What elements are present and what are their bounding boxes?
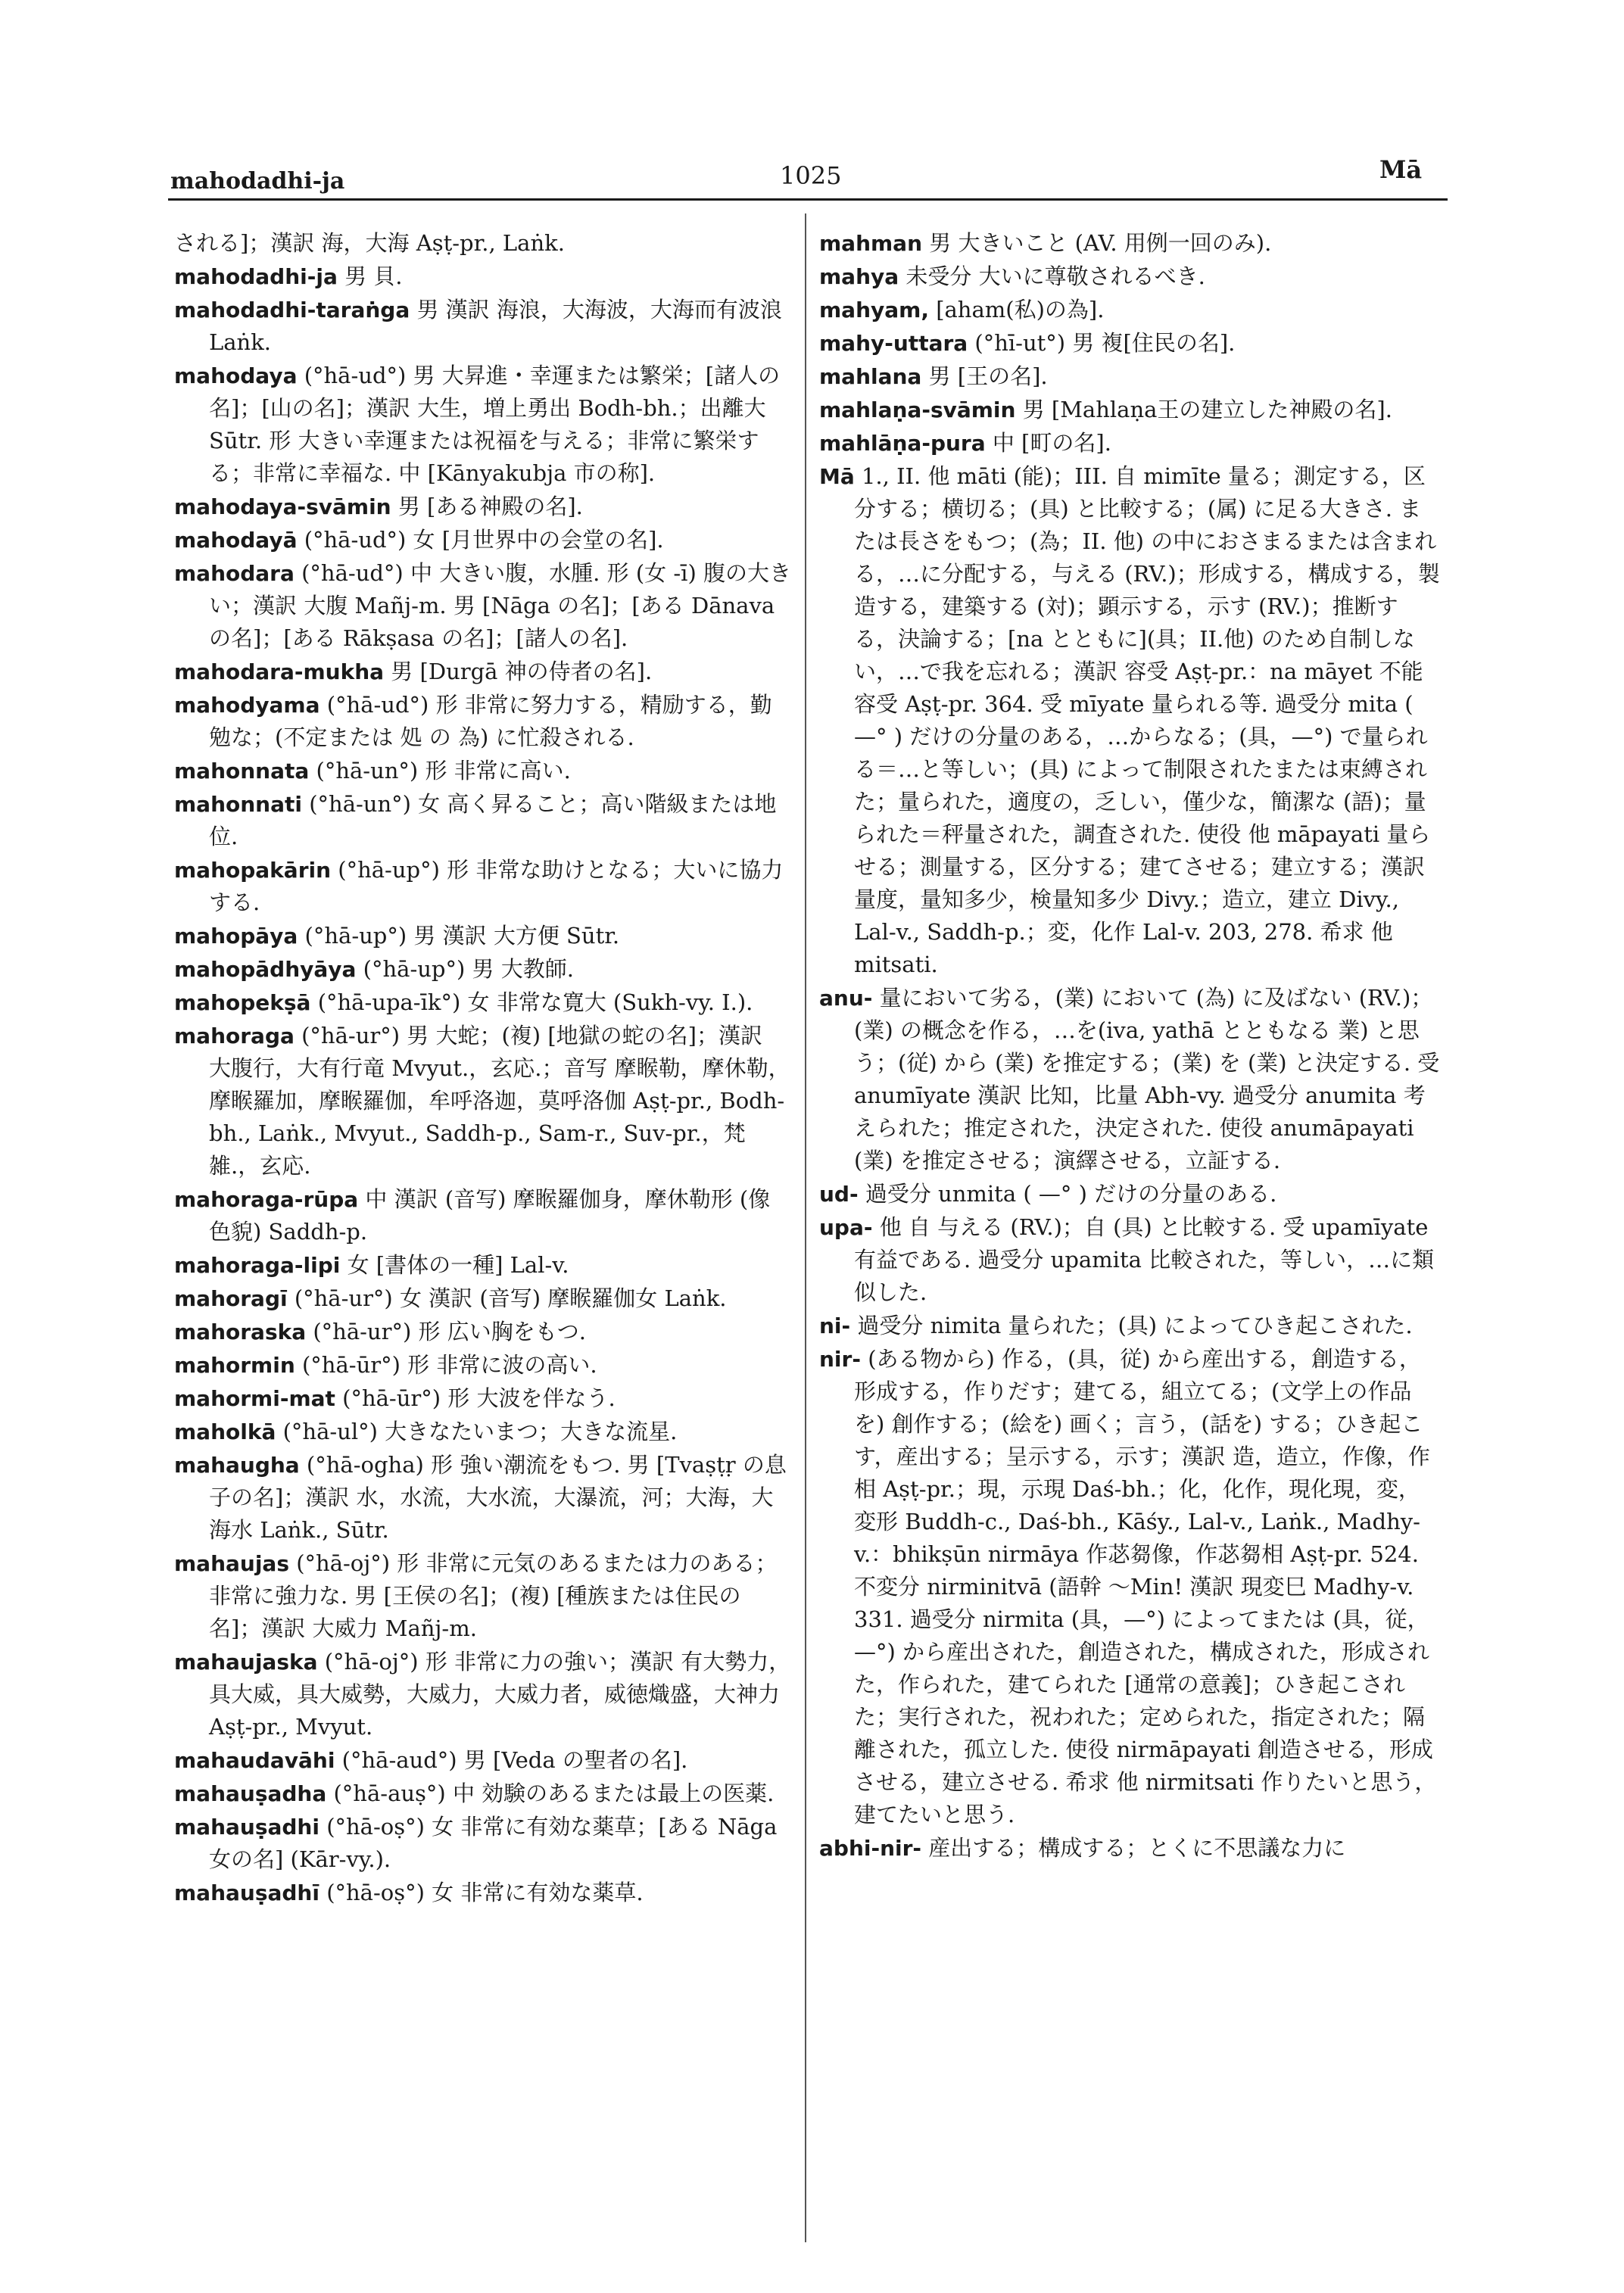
dictionary-entry <box>174 1811 791 1876</box>
entry-definition: 1., II. 他 māti (能)；III. 自 mimīte 量る；測定する，区分する；横切る；(具) と比較する；(属) に足る大きさ. または長さをもつ；(為；II. 他) の中におさまるまたは含まれる，…に分配する，与える (RV.)；形成する，構成する，製造する，建築する (対)；顕示する，示す (RV.)；推断する，決論する；[na とともに](具；II.他) のため自制しない，…で我を忘れる；漢訳 容受 Aṣṭ-pr.：na māyet 不能容受 Aṣṭ-pr. 364. 受 mīyate 量られる等. 過受分 mita ( —° ) だけの分量のある，…からなる；(具，—°) で量られる＝…と等しい；(具) によって制限されたまたは束縛された；量られた，適度の，乏しい，僅少な，簡潔な (語)；量られた＝秤量された，調査された. 使役 他 māpayati 量らせる；測量する，区分する；建てさせる；建立する；漢訳 量度，量知多少，検量知多少 Divy.；造立，建立 Divy., Lal-v., Saddh-p.；変，化作 Lal-v. 203, 278. 希求 他 mitsati. <box>854 463 1440 977</box>
entry-headword: mahaujaska <box>174 1650 318 1675</box>
entry-definition: される]；漢訳 海，大海 Aṣṭ-pr., Laṅk. <box>174 230 565 256</box>
entry-headword: upa- <box>819 1215 873 1240</box>
header-rule <box>168 198 1448 201</box>
entry-definition: (°hā-oj°) 形 非常に元気のあるまたは力のある；非常に強力な. 男 [王侯の名]；(複) [種族または住民の名]；漢訳 大威力 Mañj-m. <box>209 1550 778 1641</box>
running-head-right: Mā <box>1379 155 1423 184</box>
dictionary-entry <box>174 920 791 952</box>
dictionary-entry <box>819 327 1440 360</box>
entry-headword: mahodyama <box>174 693 320 718</box>
dictionary-entry <box>819 982 1440 1177</box>
entry-definition: 中 [町の名]. <box>992 430 1111 456</box>
entry-headword: nir- <box>819 1347 861 1372</box>
dictionary-entry <box>174 854 791 919</box>
entry-headword: mahopādhyāya <box>174 957 357 982</box>
dictionary-entry <box>819 394 1440 426</box>
entry-definition: (°hā-ūr°) 形 大波を伴なう. <box>342 1385 616 1411</box>
dictionary-entry <box>174 689 791 754</box>
entry-headword: mahoraga <box>174 1023 295 1048</box>
entry-headword: maholkā <box>174 1419 276 1444</box>
entry-headword: mahlana <box>819 364 922 389</box>
entry-headword: mahopakārin <box>174 858 332 883</box>
dictionary-entry <box>174 953 791 986</box>
dictionary-entry <box>174 1777 791 1810</box>
entry-definition: 男 [Mahlaṇa王の建立した神殿の名]. <box>1022 397 1392 422</box>
entry-headword: mahodara <box>174 561 295 586</box>
dictionary-entry <box>819 360 1440 393</box>
entry-definition: (°hā-un°) 形 非常に高い. <box>316 758 571 784</box>
dictionary-entry <box>819 460 1440 981</box>
entry-headword: ud- <box>819 1182 859 1207</box>
entry-definition: 男 [Durgā 神の侍者の名]. <box>391 659 653 684</box>
entry-headword: mahoragī <box>174 1286 288 1311</box>
page-number: 1025 <box>780 161 842 190</box>
dictionary-entry <box>174 1382 791 1415</box>
dictionary-entry <box>174 1020 791 1182</box>
running-head-left: mahodadhi-ja <box>170 168 345 195</box>
entry-definition: 女 [書体の一種] Lal-v. <box>347 1252 569 1278</box>
dictionary-entry <box>819 1310 1440 1342</box>
dictionary-entry <box>174 294 791 359</box>
dictionary-entry <box>174 986 791 1019</box>
entry-definition: (°hā-ul°) 大きなたいまつ；大きな流星. <box>282 1419 678 1444</box>
entry-headword: mahyam, <box>819 298 929 322</box>
entry-headword: abhi-nir- <box>819 1836 922 1861</box>
entry-headword: mahman <box>819 231 923 256</box>
dictionary-entry <box>174 1744 791 1777</box>
entry-definition: 他 自 与える (RV.)；自 (具) と比較する. 受 upamīyate 有益である. 過受分 upamita 比較された，等しい，…に類似した. <box>854 1214 1435 1305</box>
column-divider <box>805 213 806 2242</box>
entry-headword: mahaugha <box>174 1453 300 1478</box>
entry-definition: (°hā-ud°) 形 非常に努力する，精励する，勤勉な；(不定または 処 の 為) に忙殺される. <box>209 692 772 750</box>
entry-definition: (°hā-ur°) 男 大蛇；(複) [地獄の蛇の名]；漢訳 大腹行，大有行竜 Mvyut.，玄応.；音写 摩睺勒，摩休勒，摩睺羅加，摩睺羅伽，牟呼洛迦，莫呼洛伽 Aṣṭ-pr., Bodh-bh., Laṅk., Mvyut., Saddh-p., Sam-r., Suv-pr.，梵雑.，玄応. <box>209 1023 790 1179</box>
dictionary-entry <box>819 1343 1440 1831</box>
entry-definition: (°hā-oṣ°) 女 非常に有効な薬草. <box>326 1880 644 1905</box>
dictionary-entry <box>819 1178 1440 1210</box>
entry-definition: 産出する；構成する；とくに不思議な力に <box>928 1835 1346 1861</box>
entry-headword: mahopāya <box>174 924 298 949</box>
dictionary-entry <box>819 260 1440 293</box>
dictionary-entry <box>174 360 791 490</box>
entry-definition: (°hī-ut°) 男 複[住民の名]. <box>974 330 1236 356</box>
dictionary-entry <box>174 1449 791 1547</box>
dictionary-entry <box>819 227 1440 260</box>
dictionary-entry <box>174 1316 791 1348</box>
entry-headword: mahodayā <box>174 528 298 553</box>
dictionary-entry <box>174 1249 791 1282</box>
dictionary-entry <box>174 788 791 853</box>
entry-definition: 中 漢訳 (音写) 摩睺羅伽身，摩休勒形 (像色貌) Saddh-p. <box>209 1186 771 1245</box>
entry-definition: (°hā-ud°) 女 [月世界中の会堂の名]. <box>304 527 664 553</box>
entry-definition: [aham(私)の為]. <box>936 297 1105 322</box>
entry-definition: (°hā-oṣ°) 女 非常に有効な薬草；[ある Nāga女の名] (Kār-vy.). <box>209 1814 778 1872</box>
entry-headword: ni- <box>819 1313 851 1338</box>
entry-definition: 量において劣る，(業) において (為) に及ばない (RV.)；(業) の概念を作る，…を(iva, yathā とともなる 業) と思う；(従) から (業) を推定する；(業) を (業) と決定する. 受 anumīyate 漢訳 比知，比量 Abh-vy. 過受分 anumita 考えられた；推定された，決定された. 使役 anumāpayati (業) を推定させる；演繹させる，立証する. <box>854 985 1440 1173</box>
dictionary-entry <box>174 524 791 556</box>
dictionary-entry <box>174 1547 791 1645</box>
entry-headword: anu- <box>819 986 873 1011</box>
entry-headword: mahodara-mukha <box>174 659 385 684</box>
dictionary-entry <box>819 1832 1440 1865</box>
entry-definition: (°hā-up°) 男 大教師. <box>363 956 574 982</box>
dictionary-entry <box>174 755 791 787</box>
entry-headword: Mā <box>819 464 855 489</box>
entry-definition: (°hā-auṣ°) 中 効験のあるまたは最上の医薬. <box>333 1781 775 1806</box>
entry-headword: mahaudavāhi <box>174 1748 335 1773</box>
entry-headword: mahauṣadha <box>174 1781 327 1806</box>
entry-definition: (°hā-up°) 形 非常な助けとなる；大いに協力する. <box>209 857 784 915</box>
entry-definition: (°hā-ur°) 女 漢訳 (音写) 摩睺羅伽女 Laṅk. <box>294 1285 727 1311</box>
entry-headword: mahodaya-svāmin <box>174 494 391 519</box>
dictionary-entry <box>819 1211 1440 1309</box>
entry-definition: 男 [ある神殿の名]. <box>397 494 583 519</box>
entry-definition: 男 貝. <box>344 263 403 289</box>
entry-headword: mahlaṇa-svāmin <box>819 397 1016 422</box>
entry-definition: 男 漢訳 海浪，大海波，大海而有波浪 Laṅk. <box>209 297 782 355</box>
entry-headword: mahoraga-lipi <box>174 1253 341 1278</box>
entry-definition: 過受分 nimita 量られた；(具) によってひき起こされた. <box>857 1313 1413 1338</box>
dictionary-entry <box>174 1877 791 1909</box>
entry-definition: (°hā-aud°) 男 [Veda の聖者の名]. <box>341 1747 688 1773</box>
dictionary-entry <box>174 1646 791 1743</box>
entry-headword: mahoraska <box>174 1319 307 1344</box>
dictionary-entry <box>174 260 791 293</box>
entry-definition: 未受分 大いに尊敬されるべき. <box>906 263 1205 289</box>
entry-definition: 過受分 unmita ( —° ) だけの分量のある. <box>865 1181 1277 1207</box>
left-column <box>174 227 791 1910</box>
entry-definition: (°hā-ud°) 中 大きい腹，水腫. 形 (女 -ī) 腹の大きい；漢訳 大腹 Mañj-m. 男 [Nāga の名]；[ある Dānava の名]；[ある Rākṣasa の名]；[諸人の名]. <box>209 560 791 651</box>
entry-definition: (°hā-up°) 男 漢訳 大方便 Sūtr. <box>304 923 620 949</box>
entry-headword: mahauṣadhī <box>174 1880 320 1905</box>
dictionary-entry <box>174 1282 791 1315</box>
right-column <box>819 227 1440 1865</box>
entry-headword: mahlāṇa-pura <box>819 431 986 456</box>
entry-definition: 男 [王の名]. <box>928 363 1048 389</box>
entry-definition: (°hā-oj°) 形 非常に力の強い；漢訳 有大勢力，具大威，具大威勢，大威力，大威力者，威徳熾盛，大神力 Aṣṭ-pr., Mvyut. <box>209 1649 791 1740</box>
entry-headword: mahodadhi-ja <box>174 264 338 289</box>
entry-headword: mahaujas <box>174 1551 289 1576</box>
entry-headword: mahormi-mat <box>174 1386 335 1411</box>
entry-definition: (°hā-ur°) 形 広い胸をもつ. <box>313 1319 586 1344</box>
entry-headword: mahauṣadhi <box>174 1815 320 1840</box>
entry-headword: mahoraga-rūpa <box>174 1187 359 1212</box>
entry-definition: (°hā-un°) 女 高く昇ること；高い階級または地位. <box>209 791 777 849</box>
dictionary-entry <box>174 557 791 655</box>
dictionary-entry <box>174 227 791 260</box>
entry-definition: 男 大きいこと (AV. 用例一回のみ). <box>929 230 1272 256</box>
entry-headword: mahopekṣā <box>174 990 311 1015</box>
entry-headword: mahodadhi-taraṅga <box>174 298 410 322</box>
entry-definition: (°hā-upa-īk°) 女 非常な寛大 (Sukh-vy. I.). <box>317 989 753 1015</box>
entry-headword: mahormin <box>174 1353 295 1378</box>
entry-headword: mahonnata <box>174 759 310 784</box>
entry-definition: (°hā-ūr°) 形 非常に波の高い. <box>301 1352 597 1378</box>
entry-definition: (°hā-ud°) 男 大昇進・幸運または繁栄；[諸人の名]；[山の名]；漢訳 大生，増上勇出 Bodh-bh.；出離大 Sūtr. 形 大きい幸運または祝福を与える；非常に繁栄する；非常に幸福な. 中 [Kānyakubja 市の称]. <box>209 363 781 486</box>
entry-headword: mahonnati <box>174 792 302 817</box>
dictionary-entry <box>819 427 1440 460</box>
entry-definition: (°hā-ogha) 形 強い潮流をもつ. 男 [Tvaṣṭṛ の息子の名]；漢訳 水，水流，大水流，大瀑流，河；大海，大海水 Laṅk., Sūtr. <box>209 1452 787 1543</box>
entry-headword: mahy-uttara <box>819 331 968 356</box>
entry-definition: (ある物から) 作る，(具，従) から産出する，創造する，形成する，作りだす；建てる，組立てる；(文学上の作品を) 創作する；(絵を) 画く；言う，(話を) する；ひき起こす，産出する；呈示する，示す；漢訳 造，造立，作像，作相 Aṣṭ-pr.；現，示現 Daś-bh.；化，化作，現化現，変，変形 Buddh-c., Daś-bh., Kāśy., Lal-v., Laṅk., Madhy-v.：bhikṣūn nirmāya 作苾芻像，作苾芻相 Aṣṭ-pr. 524. 不変分 nirminitvā (語幹 ～Min! 漢訳 現変巳 Madhy-v. 331. 過受分 nirmita (具，—°) によってまたは (具，従，—°) から産出された，創造された，構成された，形成された，作られた，建てられた [通常の意義]；ひき起こされた；実行された，祝われた；定められた，指定された；隔離された，孤立した. 使役 nirmāpayati 創造させる，形成させる，建立させる. 希求 他 nirmitsati 作りたいと思う，建てたいと思う. <box>854 1346 1437 1827</box>
entry-headword: mahya <box>819 264 899 289</box>
dictionary-entry <box>174 1183 791 1248</box>
dictionary-entry <box>174 1416 791 1448</box>
dictionary-entry <box>174 1349 791 1382</box>
entry-headword: mahodaya <box>174 363 298 388</box>
dictionary-entry <box>174 656 791 688</box>
dictionary-entry <box>174 491 791 523</box>
dictionary-entry <box>819 294 1440 326</box>
